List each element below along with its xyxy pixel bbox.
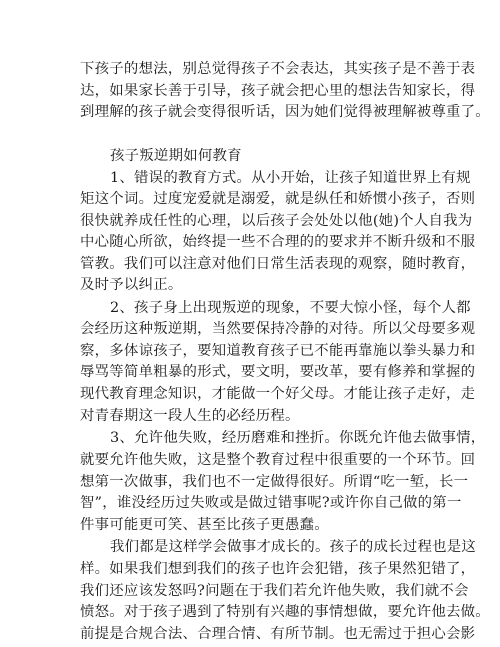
- item-1-line-4: 中心随心所欲，始终提一些不合理的的要求并不断升级和不服: [80, 234, 476, 250]
- item-2-line-3: 察，多体谅孩子，要知道教育孩子已不能再靠施以拳头暴力和: [80, 342, 476, 359]
- paragraph-4-line-5: 前提是合规合法、合理合情、有所节制。也无需过于担心会影: [80, 626, 476, 642]
- intro-line-2: 达，如果家长善于引导，孩子就会把心里的想法告知家长，得: [80, 82, 476, 99]
- item-2-line-5: 现代教育理念知识，才能做一个好父母。才能让孩子走好，走: [80, 386, 476, 403]
- item-1-line-1: 1、错误的教育方式。从小开始，让孩子知道世界上有规: [110, 169, 471, 186]
- item-3-line-1: 3、允许他失败，经历磨难和挫折。你既允许他去做事情，: [110, 430, 486, 447]
- paragraph-4-line-4: 愤怒。对于孩子遇到了特别有兴趣的事情想做，要允许他去做。: [80, 604, 490, 621]
- item-3-line-3: 想第一次做事，我们也不一定做得很好。所谓“吃一堑，长一: [80, 473, 469, 490]
- section-title: 孩子叛逆期如何教育: [110, 147, 242, 164]
- intro-line-1: 下孩子的想法，别总觉得孩子不会表达，其实孩子是不善于表: [80, 61, 476, 77]
- item-2-line-2: 会经历这种叛逆期，当然要保持冷静的对待。所以父母要多观: [80, 320, 476, 337]
- item-3-line-4: 智”，谁没经历过失败或是做过错事呢?或许你自己做的第一: [80, 494, 462, 511]
- item-3-line-2: 就要允许他失败，这是整个教育过程中很重要的一个环节。回: [80, 452, 476, 469]
- paragraph-4-line-2: 样。如果我们想到我们的孩子也许会犯错，孩子果然犯错了，: [80, 560, 476, 577]
- item-2-line-1: 2、孩子身上出现叛逆的现象，不要大惊小怪，每个人都: [110, 300, 471, 316]
- item-3-line-5: 件事可能更可笑、甚至比孩子更愚蠢。: [80, 516, 329, 533]
- item-1-line-3: 很快就养成任性的心理，以后孩子会处处以他(她)个人自我为: [80, 213, 473, 230]
- item-1-line-6: 及时予以纠正。: [80, 277, 183, 294]
- item-1-line-5: 管教。我们可以注意对他们日常生活表现的观察，随时教育，: [80, 255, 476, 272]
- paragraph-4-line-3: 我们还应该发怒吗?问题在于我们若允许他失败，我们就不会: [80, 582, 469, 599]
- item-1-line-2: 矩这个词。过度宠爱就是溺爱，就是纵任和娇惯小孩子，否则: [80, 191, 476, 208]
- item-2-line-4: 辱骂等简单粗暴的形式，要文明，要改革，要有修养和掌握的: [80, 364, 476, 381]
- intro-line-3: 到理解的孩子就会变得很听话，因为她们觉得被理解被尊重了。: [80, 103, 490, 120]
- item-2-line-6: 对青春期这一段人生的必经历程。: [80, 407, 300, 424]
- paragraph-4-line-1: 我们都是这样学会做事才成长的。孩子的成长过程也是这: [110, 539, 477, 556]
